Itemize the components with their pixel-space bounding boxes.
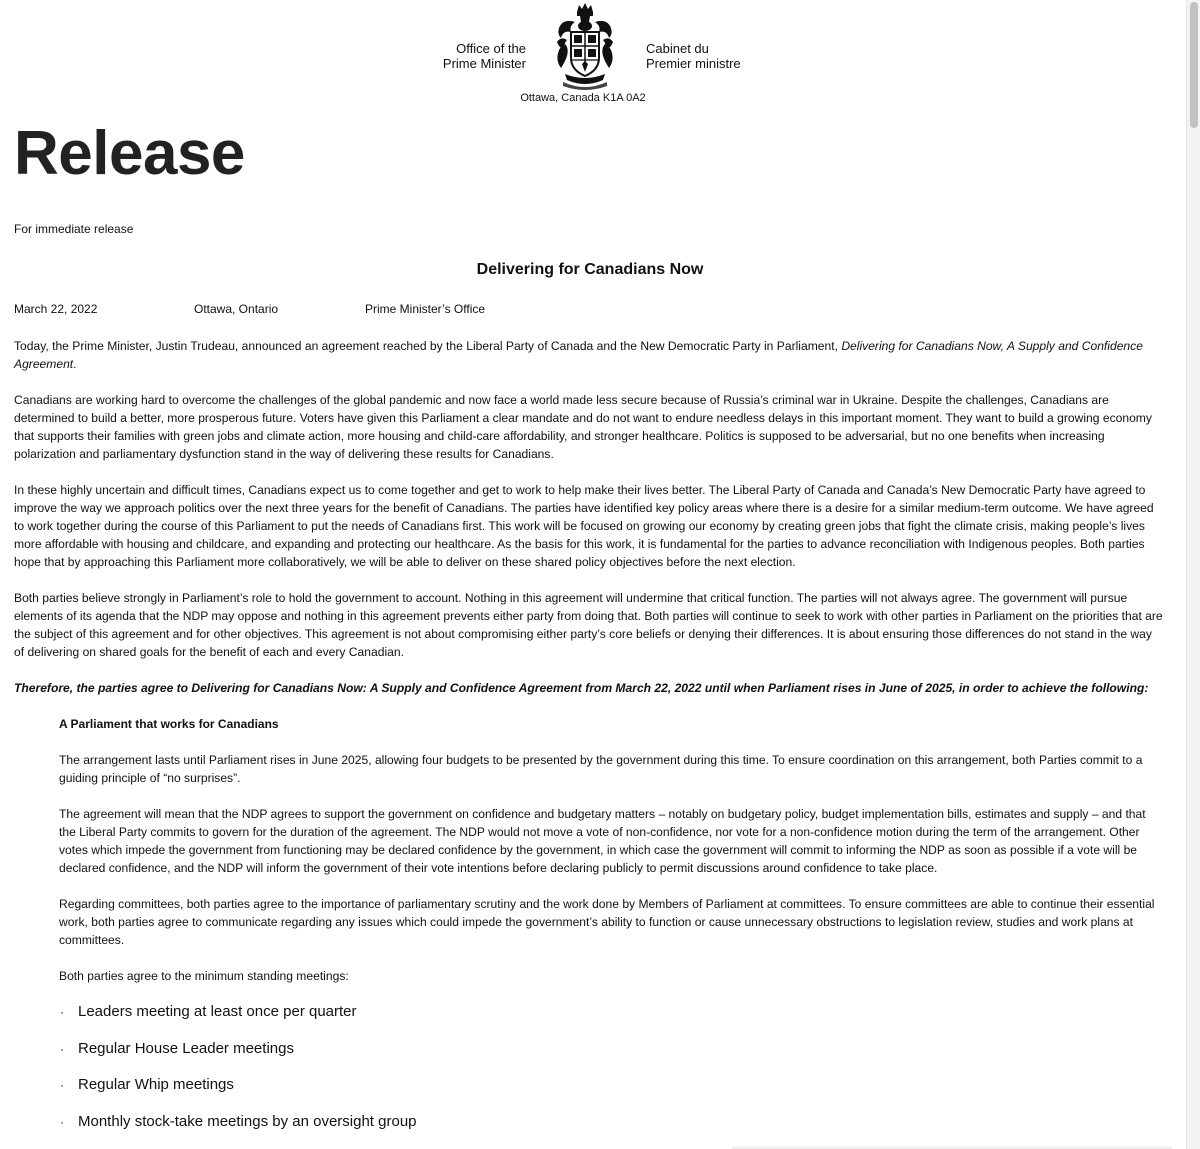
release-date: March 22, 2022 — [14, 302, 98, 316]
letterhead — [0, 2, 1186, 106]
list-item: · Monthly stock-take meetings by an oversight group — [60, 1111, 1164, 1133]
section-heading: A Parliament that works for Canadians — [59, 717, 279, 731]
section-paragraph-committees: Regarding committees, both parties agree to the importance of parliamentary scrutiny and the work done by Members of Parliament at committees. To ensure committees are able to continue their essential work, both parties agree to communicate regarding any issues which could impede the government’s ability to function or cause unnecessary obstructions to legislation review, studies and work plans at committees. — [59, 897, 1155, 947]
paragraph-context: Canadians are working hard to overcome the challenges of the global pandemic and now face a world made less secure because of Russia’s criminal war in Ukraine. Despite the challenges, Canadians are determined to build a better, more prosperous future. Voters have given this Parliament a clear mandate and do not want to endure needless delays in this important moment. They want to build a growing economy that supports their families with green jobs and climate action, more housing and child-care affordability, and stronger healthcare. Politics is supposed to be adversarial, but no one benefits when increasing polarization and parliamentary dysfunction stand in the way of delivering these results for Canadians. — [14, 393, 1152, 461]
intro-end: . — [73, 357, 77, 371]
list-item: · Leaders meeting at least once per quarter — [60, 1001, 1164, 1023]
release-office: Prime Minister’s Office — [365, 302, 486, 316]
office-address: Ottawa, Canada K1A 0A2 — [520, 92, 646, 104]
office-name-english — [400, 41, 526, 71]
bullet-icon: · — [60, 1041, 64, 1056]
page-title: Release — [14, 119, 245, 188]
document-body — [14, 337, 1164, 1147]
paragraph-cooperation: In these highly uncertain and difficult times, Canadians expect us to come together and get to work to help make their lives better. The Liberal Party of Canada and Canada’s New Democratic Party have agreed to improve the way we approach politics over the next three years for the benefit of Canadians. The parties have identified key policy areas where there is a desire for a similar medium-term outcome. We have agreed to work together during the course of this Parliament to put the needs of Canadians first. This work will be focused on growing our economy by creating green jobs that fight the climate crisis, making people’s lives more affordable with housing and childcare, and expanding and protecting our healthcare. As the basis for this work, it is fundamental for the parties to advance reconciliation with Indigenous peoples. Both parties hope that by approaching this Parliament more collaboratively, we will be able to deliver on these shared policy objectives before the next election. — [14, 483, 1154, 569]
agreement-statement: Therefore, the parties agree to Delivering for Canadians Now: A Supply and Confidence Agreement from March 22, 2022 until when Parliament rises in June of 2025, in order to achieve the following: — [14, 681, 1149, 695]
paragraph-accountability: Both parties believe strongly in Parliament’s role to hold the government to account. Nothing in this agreement will undermine that critical function. The parties will not always agree. The government will pursue elements of its agenda that the NDP may oppose and nothing in this agreement prevents either party from doing that. Both parties will continue to seek to work with other parties in Parliament on the priorities that are the subject of this agreement and for other objectives. This agreement is not about compromising either party’s core beliefs or denying their differences. It is about ensuring those differences do not stand in the way of delivering on shared goals for the benefit of each and every Canadian. — [14, 591, 1163, 659]
intro-paragraph — [14, 337, 1164, 373]
section-paragraph-confidence: The agreement will mean that the NDP agrees to support the government on confidence and budgetary matters – notably on budgetary policy, budget implementation bills, estimates and supply – and that the Liberal Party commits to govern for the duration of the agreement. The NDP would not move a vote of non-confidence, nor vote for a non-confidence motion during the term of the arrangement. Other votes which impede the government from functioning may be declared confidence by the government, in which case the government will commit to informing the NDP as soon as possible if a vote will be declared confidence, and the NDP will inform the government of their vote intentions before declaring publicly to permit discussions around confidence to take place. — [59, 807, 1146, 875]
section-paragraph-duration: The arrangement lasts until Parliament rises in June 2025, allowing four budgets to be presented by the government during this time. To ensure coordination on this arrangement, both Parties commit to a guiding principle of “no surprises”. — [59, 753, 1143, 785]
list-item: · Regular Whip meetings — [60, 1074, 1164, 1096]
office-en-line2: Prime Minister — [442, 56, 526, 71]
section-paragraph-meetings: Both parties agree to the minimum standing meetings: — [59, 969, 349, 983]
bullet-icon: · — [60, 1078, 64, 1093]
bullet-icon: · — [60, 1114, 64, 1129]
meetings-list — [14, 1001, 1164, 1133]
document-title: Delivering for Canadians Now — [476, 261, 704, 278]
coat-of-arms-icon — [553, 2, 617, 90]
list-item: · Regular House Leader meetings — [60, 1038, 1164, 1060]
office-en-line1: Office of the — [456, 41, 526, 56]
agreement-name: Delivering for Canadians Now, A Supply and Confidence Agreement — [14, 339, 1143, 371]
office-fr-line2: Premier ministre — [646, 56, 741, 71]
bottom-shadow — [732, 1145, 1172, 1149]
intro-plain: Today, the Prime Minister, Justin Trudeau, announced an agreement reached by the Liberal Party of Canada and the New Democratic Party in Parliament, — [14, 339, 842, 353]
office-name-french — [646, 41, 786, 71]
vertical-scrollbar[interactable] — [1186, 0, 1200, 1149]
dateline — [14, 302, 1174, 318]
section-parliament — [14, 715, 1159, 985]
scrollbar-thumb[interactable] — [1190, 2, 1198, 128]
bullet-icon: · — [60, 1005, 64, 1019]
release-place: Ottawa, Ontario — [194, 302, 279, 316]
office-fr-line1: Cabinet du — [646, 41, 709, 56]
release-status: For immediate release — [14, 222, 134, 236]
